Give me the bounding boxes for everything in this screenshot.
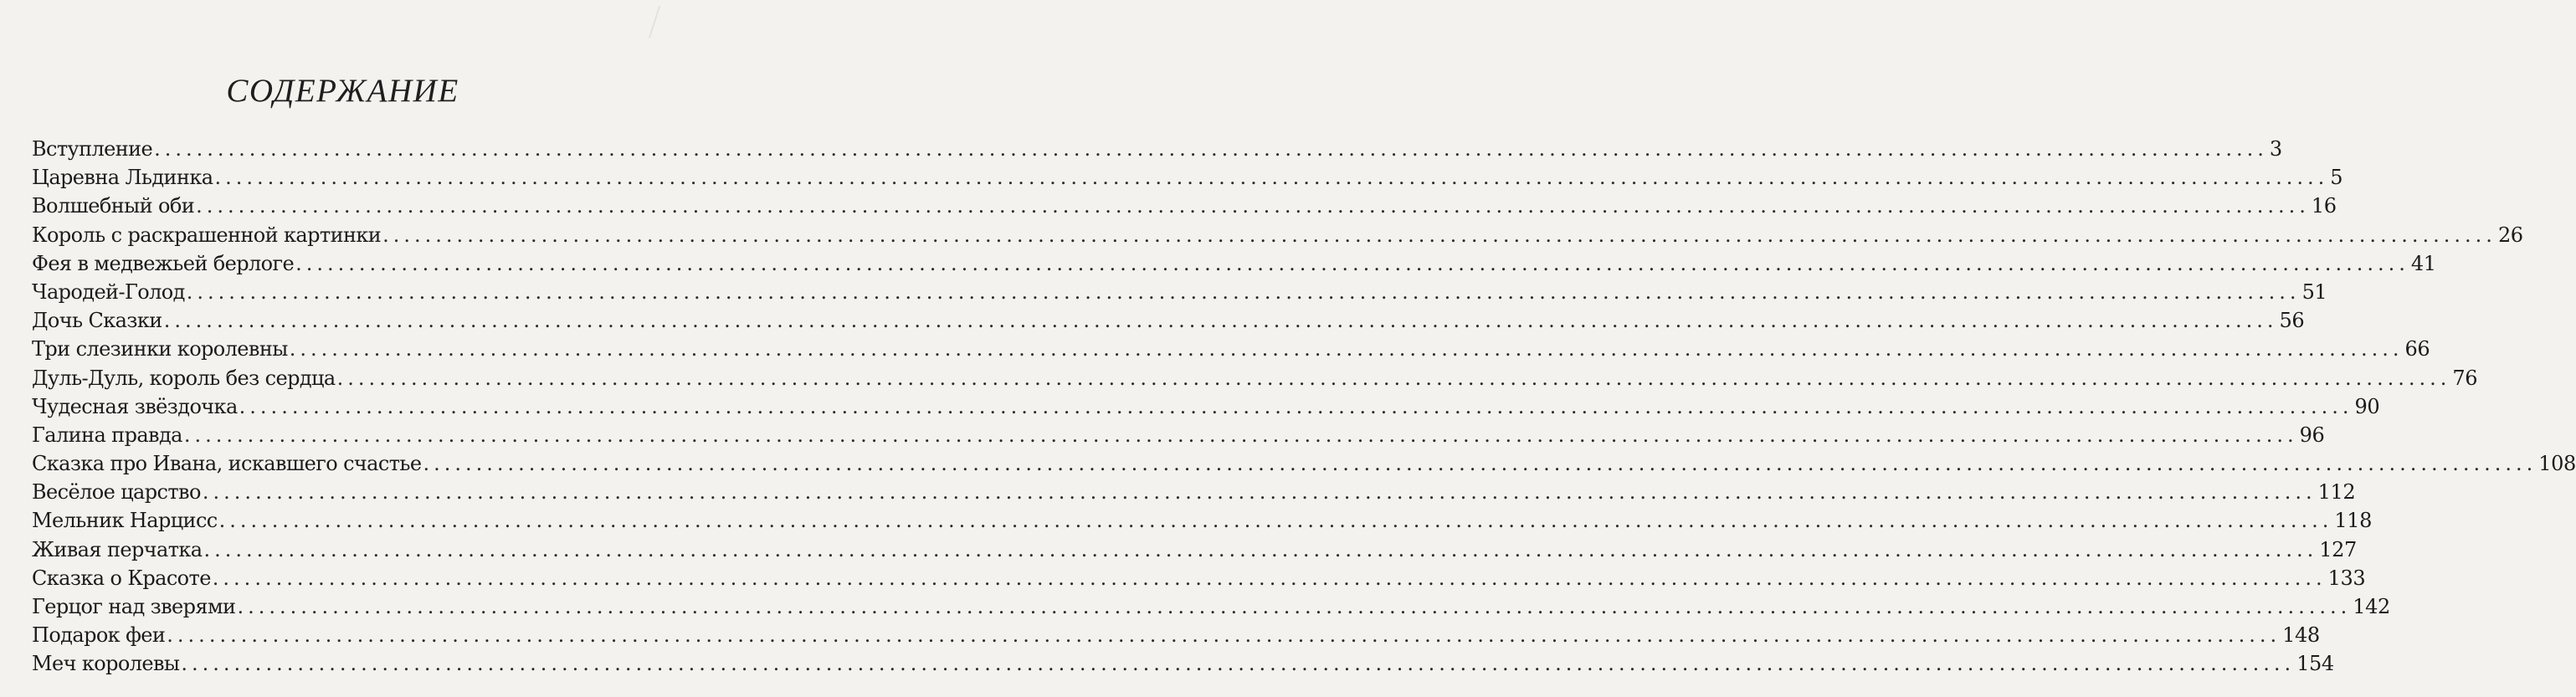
toc-entry xyxy=(32,394,2380,423)
toc-entry-title: Сказка про Ивана, искавшего счастье xyxy=(32,452,422,476)
toc-entry xyxy=(32,194,2337,223)
toc-entry xyxy=(32,137,2282,166)
dot-leader: ........................................................................................................................................................................................................ xyxy=(382,223,2496,247)
table-of-contents xyxy=(32,137,2576,681)
toc-entry-title: Чародей-Голод xyxy=(32,279,185,304)
dot-leader: ........................................................................................................................................................................................................ xyxy=(336,366,2451,390)
toc-entry xyxy=(32,279,2327,309)
dot-leader: ........................................................................................................................................................................................................ xyxy=(154,137,2268,161)
toc-entry-title: Царевна Льдинка xyxy=(32,166,213,190)
toc-entry-title: Живая перчатка xyxy=(32,537,203,561)
toc-entry-title: Король с раскрашенной картинки xyxy=(32,223,382,247)
toc-entry-page-number: 76 xyxy=(2452,366,2478,390)
toc-entry xyxy=(32,509,2373,537)
toc-entry-page-number: 142 xyxy=(2353,595,2390,618)
toc-entry-page-number: 90 xyxy=(2354,394,2380,418)
dot-leader: ........................................................................................................................................................................................................ xyxy=(239,394,2353,418)
toc-entry xyxy=(32,623,2320,652)
toc-entry-title: Герцог над зверями xyxy=(32,595,236,618)
toc-entry-page-number: 26 xyxy=(2497,223,2523,247)
toc-entry-page-number: 51 xyxy=(2301,279,2327,304)
toc-entry-page-number: 108 xyxy=(2538,452,2576,476)
toc-entry xyxy=(32,166,2343,194)
toc-entry-page-number: 118 xyxy=(2334,509,2373,533)
toc-entry xyxy=(32,652,2334,680)
toc-entry-title: Меч королевы xyxy=(32,652,180,676)
toc-entry xyxy=(32,366,2478,395)
toc-entry-page-number: 112 xyxy=(2317,480,2356,505)
toc-entry-title: Чудесная звёздочка xyxy=(32,394,238,418)
page-title: СОДЕРЖАНИЕ xyxy=(226,73,459,109)
toc-entry-title: Волшебный оби xyxy=(32,194,195,218)
toc-entry xyxy=(32,337,2430,366)
toc-entry-title: Вступление xyxy=(32,137,153,161)
toc-entry-title: Три слезинки королевны xyxy=(32,337,288,361)
dot-leader: ........................................................................................................................................................................................................ xyxy=(203,537,2318,561)
toc-entry-page-number: 56 xyxy=(2279,309,2305,333)
toc-entry-page-number: 96 xyxy=(2299,423,2325,447)
toc-entry-title: Весёлое царство xyxy=(32,480,201,505)
toc-entry-page-number: 41 xyxy=(2410,251,2436,275)
toc-entry xyxy=(32,480,2356,509)
toc-entry xyxy=(32,595,2390,623)
toc-entry-page-number: 66 xyxy=(2404,337,2430,361)
toc-entry-title: Галина правда xyxy=(32,423,182,447)
page-scratch-mark xyxy=(617,0,660,38)
toc-entry xyxy=(32,537,2357,566)
dot-leader: ........................................................................................................................................................................................................ xyxy=(163,309,2278,333)
dot-leader: ........................................................................................................................................................................................................ xyxy=(186,279,2301,304)
toc-entry-title: Сказка о Красоте xyxy=(32,566,211,590)
dot-leader: ........................................................................................................................................................................................................ xyxy=(214,166,2329,190)
dot-leader: ........................................................................................................................................................................................................ xyxy=(167,623,2281,648)
dot-leader: ........................................................................................................................................................................................................ xyxy=(289,337,2404,361)
toc-entry-page-number: 5 xyxy=(2330,166,2343,190)
toc-entry-page-number: 3 xyxy=(2269,137,2282,161)
toc-entry-title: Фея в медвежьей берлоге xyxy=(32,251,295,275)
toc-entry-page-number: 16 xyxy=(2311,194,2337,218)
toc-entry-title: Дочь Сказки xyxy=(32,309,162,333)
toc-entry-title: Дуль-Дуль, король без сердца xyxy=(32,366,336,390)
dot-leader: ........................................................................................................................................................................................................ xyxy=(183,423,2298,447)
dot-leader: ........................................................................................................................................................................................................ xyxy=(212,566,2327,590)
dot-leader: ........................................................................................................................................................................................................ xyxy=(237,595,2352,618)
toc-entry-page-number: 154 xyxy=(2296,652,2334,676)
toc-entry xyxy=(32,566,2366,595)
toc-entry-page-number: 133 xyxy=(2327,566,2366,590)
dot-leader: ........................................................................................................................................................................................................ xyxy=(181,652,2296,676)
toc-entry-page-number: 127 xyxy=(2319,537,2357,561)
toc-entry xyxy=(32,223,2523,252)
toc-entry xyxy=(32,251,2436,280)
toc-entry-page-number: 148 xyxy=(2282,623,2320,648)
toc-entry xyxy=(32,452,2576,480)
toc-entry xyxy=(32,309,2305,337)
dot-leader: ........................................................................................................................................................................................................ xyxy=(196,194,2310,218)
dot-leader: ........................................................................................................................................................................................................ xyxy=(295,251,2409,275)
toc-entry xyxy=(32,423,2325,452)
dot-leader: ........................................................................................................................................................................................................ xyxy=(202,480,2317,505)
dot-leader: ........................................................................................................................................................................................................ xyxy=(423,452,2538,476)
toc-entry-title: Подарок феи xyxy=(32,623,166,648)
toc-entry-title: Мельник Нарцисс xyxy=(32,509,218,533)
dot-leader: ........................................................................................................................................................................................................ xyxy=(218,509,2333,533)
